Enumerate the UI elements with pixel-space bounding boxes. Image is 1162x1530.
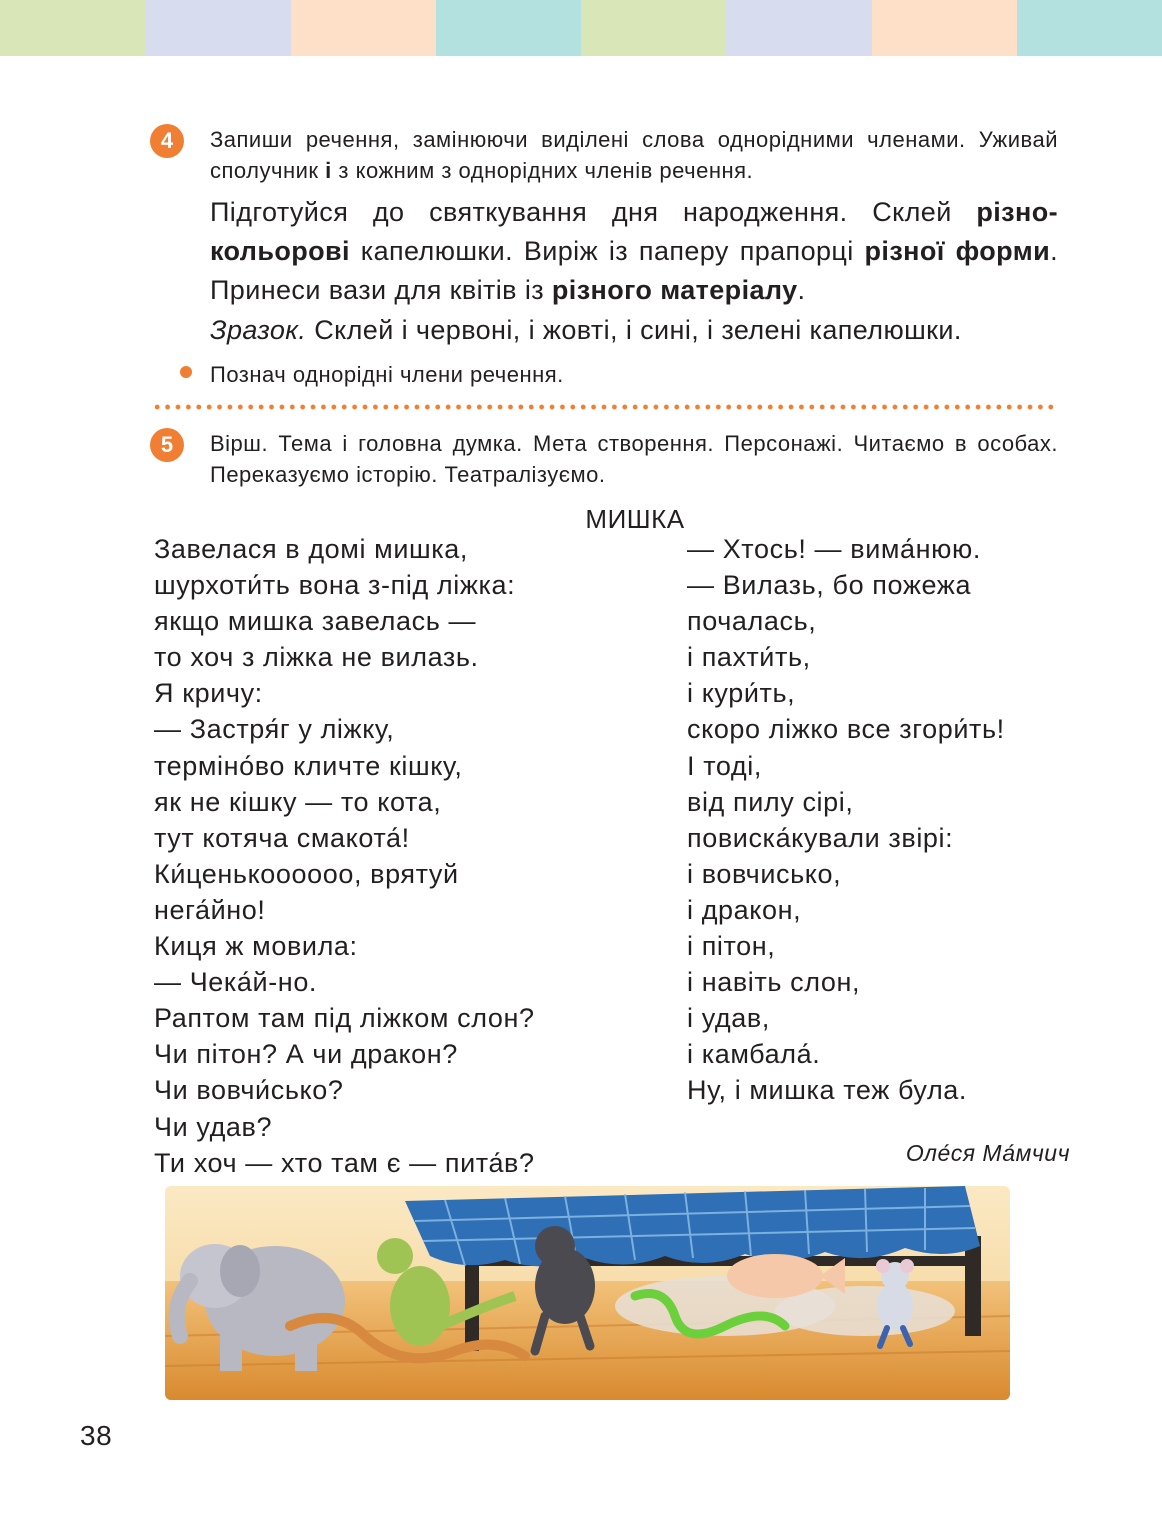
poem-line: Ну, і мишка теж була.	[687, 1075, 968, 1106]
poem-line: терміно́во кличте кішку,	[154, 750, 463, 781]
task-number-badge: 4	[150, 124, 184, 158]
poem-title: МИШКА	[585, 504, 685, 534]
instruction-part: Запиши речення, замінюючи виділені слова однорідними членами. Уживай сполучник	[210, 127, 1058, 183]
poem-line: Чи вовчи́сько?	[154, 1075, 344, 1106]
strip-segment	[145, 0, 290, 56]
sample-sentence	[210, 311, 1058, 350]
exercise-text	[210, 193, 1058, 310]
poem-line: від пилу сірі,	[687, 786, 854, 817]
strip-segment	[726, 0, 871, 56]
highlighted-words: різно-кольорові	[210, 197, 1058, 266]
sample-text: Склей і червоні, і жовті, і сині, і зелені капелюшки.	[306, 315, 962, 345]
poem-right-column	[687, 531, 1107, 1109]
poem-line: Раптом там під ліжком слон?	[154, 1003, 535, 1034]
poem-line: Чи пітон? А чи дракон?	[154, 1039, 458, 1070]
poem-line: якщо мишка завелась —	[154, 606, 477, 637]
poem-left-column	[154, 531, 674, 1181]
sample-label: Зразок.	[210, 315, 307, 345]
poem-line: Я кричу:	[154, 678, 263, 709]
poem-line: почалась,	[687, 606, 817, 637]
poem-line: — Застря́г у ліжку,	[154, 714, 395, 745]
text-run: .	[797, 275, 806, 305]
poem-line: скоро ліжко все згори́ть!	[687, 714, 1005, 745]
page-number: 38	[80, 1420, 113, 1451]
animals-under-bed-illustration	[165, 1186, 1010, 1400]
text-run: Підготуйся до святкування дня народження. Склей	[210, 197, 977, 227]
poem-line: і дракон,	[687, 894, 802, 925]
illustration-svg	[165, 1186, 1010, 1400]
poem-line: Ки́ценькоооооо, врятуй	[154, 858, 459, 889]
task-instruction: Вірш. Тема і головна думка. Мета створення. Персонажі. Читаємо в особах. Переказуємо історію. Театралізуємо.	[210, 431, 1058, 487]
strip-segment	[872, 0, 1017, 56]
flounder	[727, 1254, 823, 1298]
dotted-separator	[152, 404, 1058, 410]
bullet-dot-icon	[180, 366, 192, 378]
poem-line: Завелася в домі мишка,	[154, 534, 468, 564]
poem-line: — Чека́й-но.	[154, 967, 318, 998]
bed-leg	[965, 1236, 981, 1336]
top-color-strip	[0, 0, 1162, 56]
poem-line: і навіть слон,	[687, 967, 861, 998]
poem-line: — Вилазь, бо пожежа	[687, 570, 972, 601]
poem-line: Чи удав?	[154, 1111, 273, 1142]
strip-segment	[581, 0, 726, 56]
poem-line: Киця ж мовила:	[154, 931, 358, 962]
poem-line: і кури́ть,	[687, 678, 796, 709]
poem-line: і пітон,	[687, 931, 776, 962]
strip-segment	[1017, 0, 1162, 56]
poem-line: І тоді,	[687, 750, 762, 781]
poem-line: як не кішку — то кота,	[154, 786, 442, 817]
bullet-instruction: Познач однорідні члени речення.	[210, 362, 564, 387]
poem-line: і вовчисько,	[687, 858, 842, 889]
instruction-bold: і	[325, 158, 332, 183]
strip-segment	[0, 0, 145, 56]
poem-line: тут котяча смакота́!	[154, 822, 410, 853]
poem-line: і удав,	[687, 1003, 770, 1034]
bed-leg	[465, 1256, 479, 1351]
task-number-badge: 5	[150, 428, 184, 462]
text-run: . Принеси вази для квітів із	[210, 236, 1058, 305]
strip-segment	[436, 0, 581, 56]
text-run: капелюшки. Виріж із паперу прапорці	[349, 236, 865, 266]
poem-line: Ти хоч — хто там є — пита́в?	[154, 1147, 535, 1178]
poem-line: — Хтось! — вима́нюю.	[687, 534, 981, 564]
task-instruction	[210, 124, 1058, 186]
poem-line: повиска́кували звірі:	[687, 822, 954, 853]
instruction-part: з кожним з однорідних членів речення.	[331, 158, 754, 183]
poem-line: то хоч з ліжка не вилазь.	[154, 642, 479, 673]
poem-line: і пахти́ть,	[687, 642, 811, 673]
poem-line: і камбала́.	[687, 1039, 821, 1070]
poem-author: Оле́ся Ма́мчич	[905, 1140, 1070, 1166]
highlighted-words: різного матеріалу	[551, 275, 798, 305]
poem-line: шурхоти́ть вона з-під ліжка:	[154, 570, 516, 601]
poem-line: нега́йно!	[154, 894, 266, 925]
strip-segment	[291, 0, 436, 56]
highlighted-words: різної форми	[864, 236, 1051, 266]
